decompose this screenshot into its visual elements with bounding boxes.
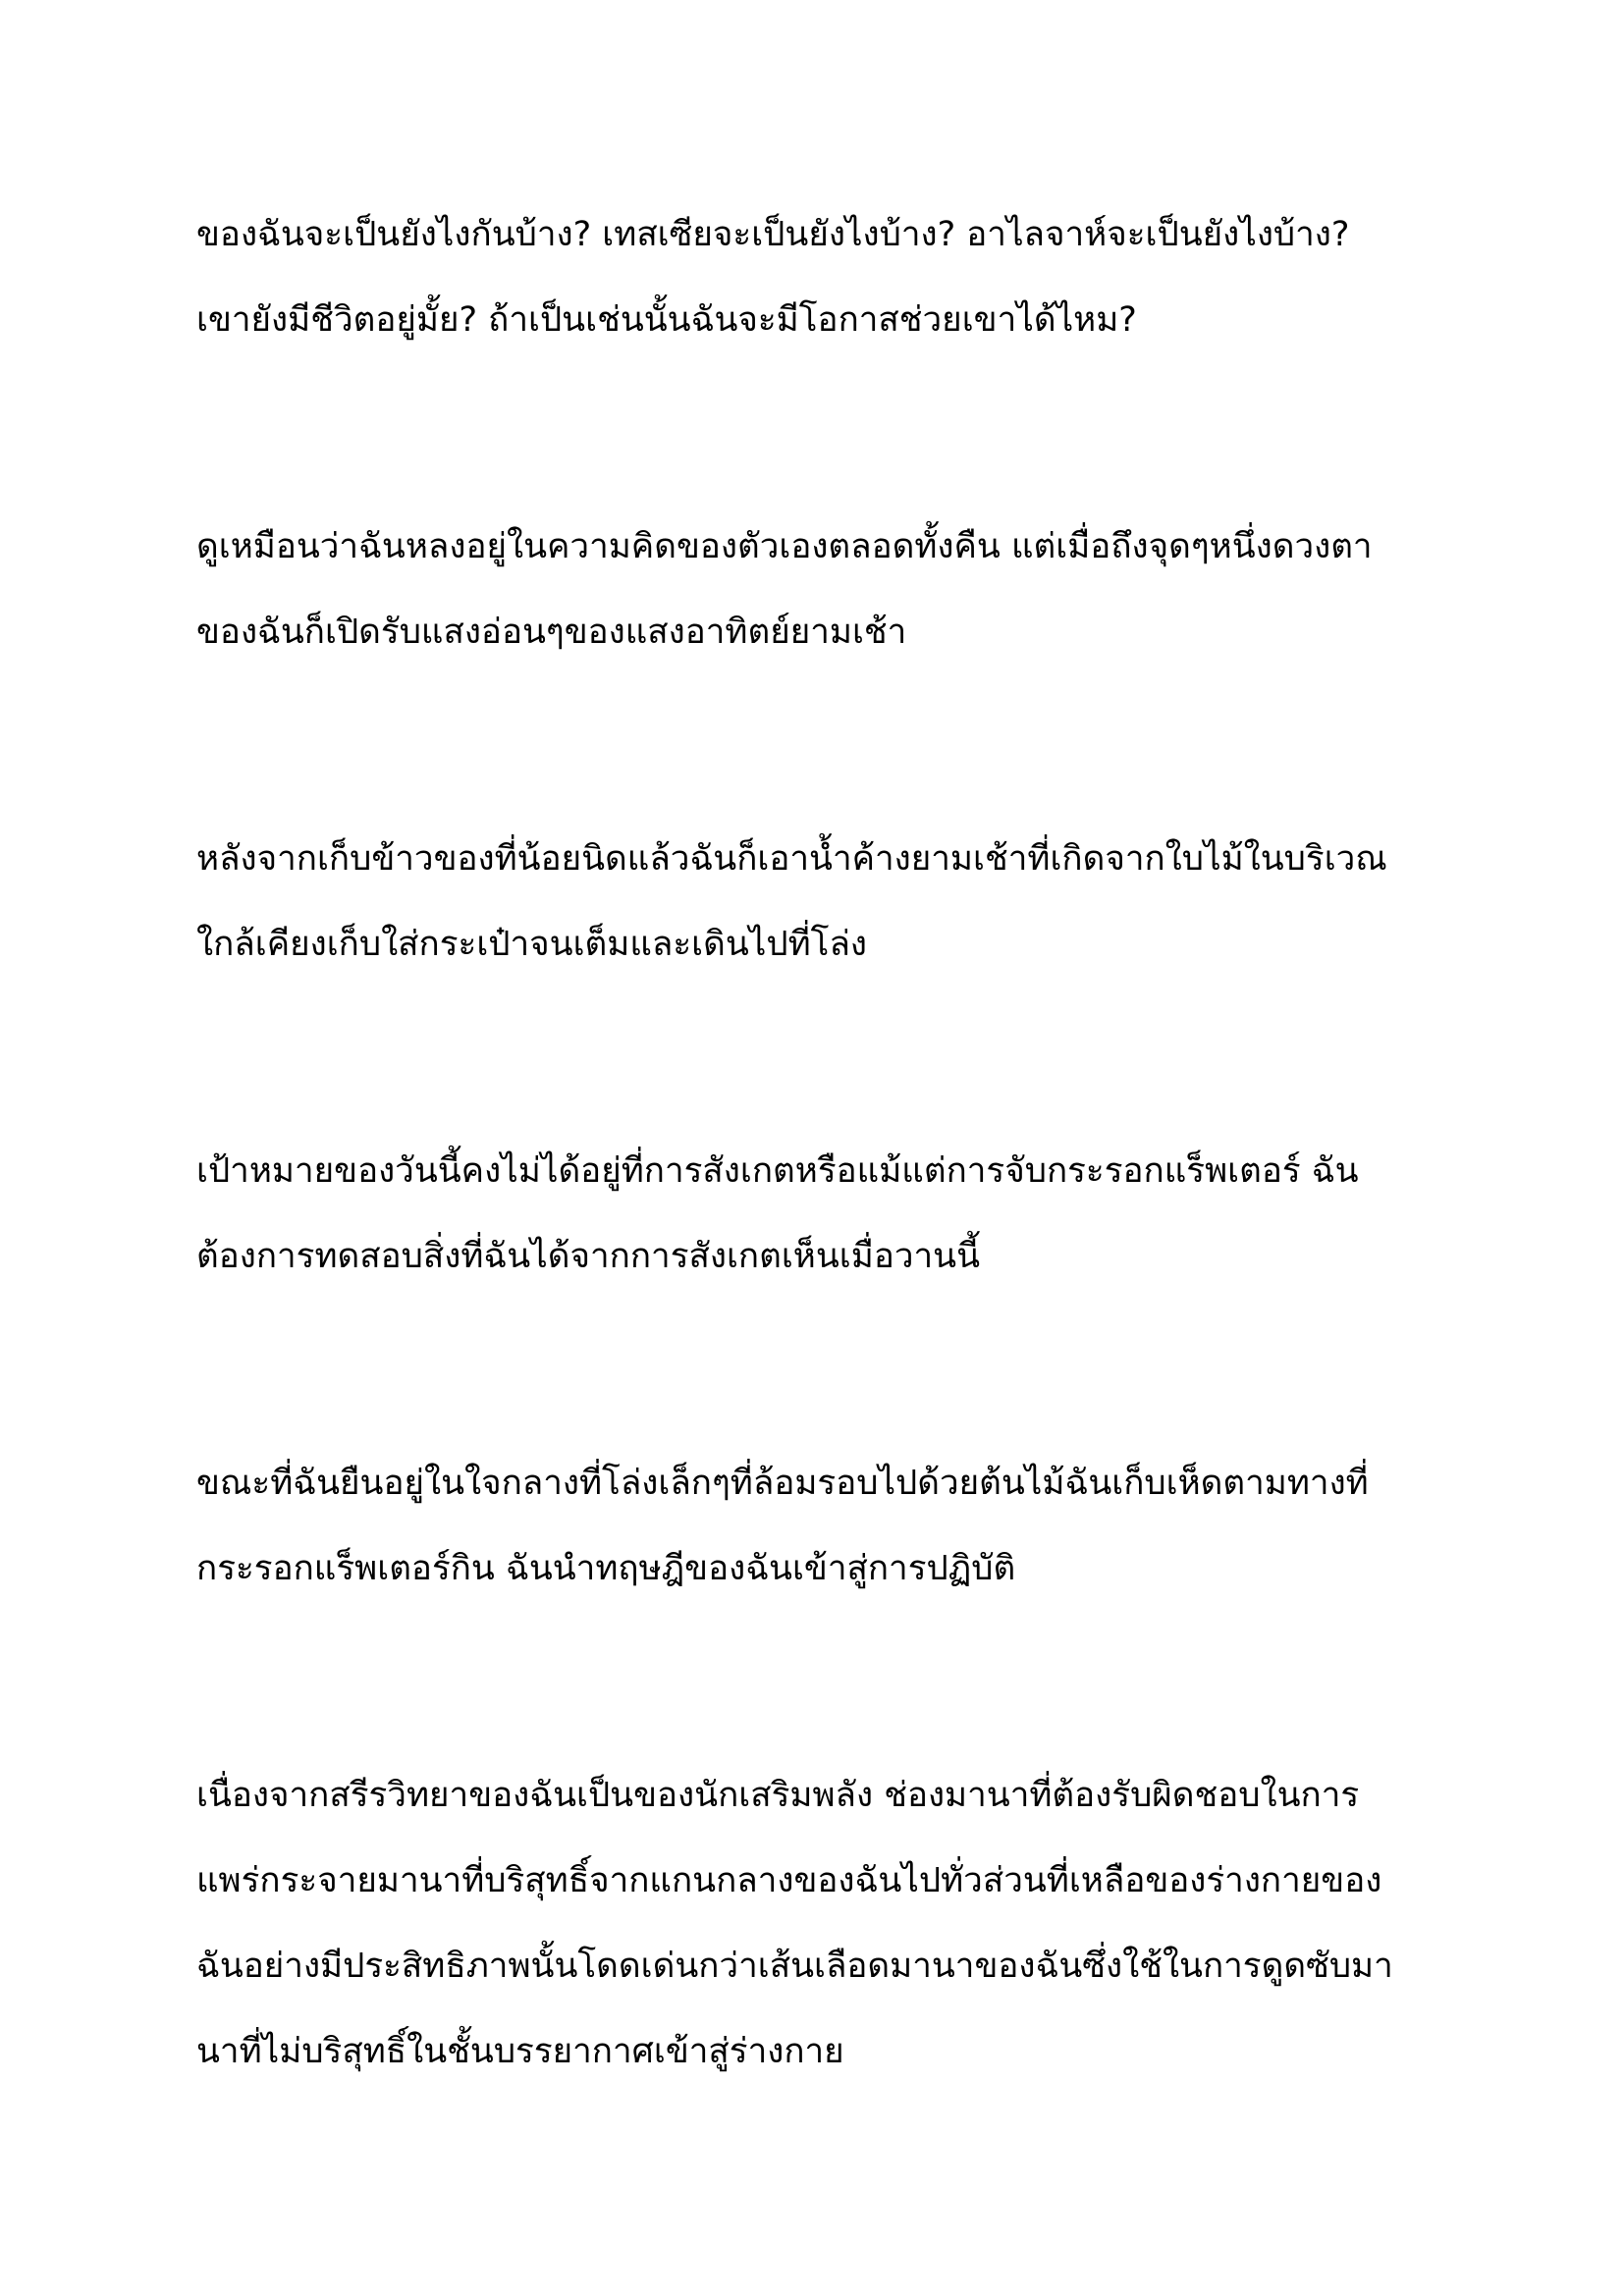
text-line: ของฉันจะเป็นยังไงกันบ้าง? เทสเซียจะเป็นยังไงบ้าง? อาไลจาห์จะเป็นยังไงบ้าง? xyxy=(196,215,1350,254)
text-line: ดูเหมือนว่าฉันหลงอยู่ในความคิดของตัวเองตลอดทั้งคืน แต่เมื่อถึงจุดๆหนึ่งดวงตา xyxy=(196,527,1373,566)
text-line: ต้องการทดสอบสิ่งที่ฉันได้จากการสังเกตเห็นเมื่อวานนี้ xyxy=(196,1237,981,1276)
paragraph xyxy=(196,505,1434,675)
text-line: ใกล้เคียงเก็บใส่กระเป๋าจนเต็มและเดินไปที่โล่ง xyxy=(196,925,867,964)
paragraph xyxy=(196,817,1434,988)
paragraph xyxy=(196,1753,1434,2095)
text-line: เขายังมีชีวิตอยู่มั้ย? ถ้าเป็นเช่นนั้นฉันจะมีโอกาสช่วยเขาได้ไหม? xyxy=(196,300,1137,340)
text-line: ขณะที่ฉันยืนอยู่ในใจกลางที่โล่งเล็กๆที่ล้อมรอบไปด้วยต้นไม้ฉันเก็บเห็ดตามทางที่ xyxy=(196,1464,1369,1503)
text-line: ของฉันก็เปิดรับแสงอ่อนๆของแสงอาทิตย์ยามเช้า xyxy=(196,613,907,652)
text-line: ฉันอย่างมีประสิทธิภาพนั้นโดดเด่นกว่าเส้นเลือดมานาของฉันซึ่งใช้ในการดูดซับมา xyxy=(196,1947,1393,1986)
text-line: แพร่กระจายมานาที่บริสุทธิ์จากแกนกลางของฉันไปทั่วส่วนที่เหลือของร่างกายของ xyxy=(196,1861,1382,1900)
text-line: กระรอกแร็พเตอร์กิน ฉันนำทฤษฎีของฉันเข้าสู่การปฏิบัติ xyxy=(196,1549,1016,1588)
paragraph xyxy=(196,192,1434,363)
paragraph xyxy=(196,1129,1434,1300)
text-line: เป้าหมายของวันนี้คงไม่ได้อยู่ที่การสังเกตหรือแม้แต่การจับกระรอกแร็พเตอร์ ฉัน xyxy=(196,1151,1359,1191)
text-line: เนื่องจากสรีรวิทยาของฉันเป็นของนักเสริมพลัง ช่องมานาที่ต้องรับผิดชอบในการ xyxy=(196,1776,1360,1815)
paragraph xyxy=(196,1441,1434,1612)
text-line: หลังจากเก็บข้าวของที่น้อยนิดแล้วฉันก็เอาน้ำค้างยามเช้าที่เกิดจากใบไม้ในบริเวณ xyxy=(196,839,1387,879)
text-line: นาที่ไม่บริสุทธิ์ในชั้นบรรยากาศเข้าสู่ร่างกาย xyxy=(196,2032,844,2071)
